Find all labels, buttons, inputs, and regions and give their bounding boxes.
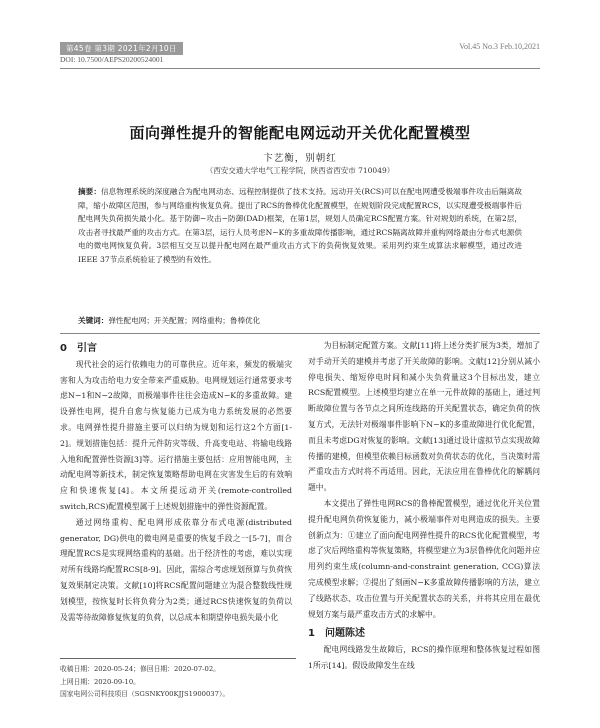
authors: 卞艺衡，别朝红 <box>263 153 337 164</box>
paragraph: 为目标制定配置方案。文献[11]将上述分类扩展为3类，增加了对手动开关的建模并考虑了开关故障的影响。文献[12]分别从减小停电损失、缩短停电时间和减小失负荷量这3个目标出发，建立RCS配置模型。上述模型均建立在单一元件故障的基础上，通过判断故障位置与各节点之间所连线路的开关配置状态，确定负荷的恢复方式，无法针对极端事件影响下N−K的多重故障进行优化配置，而且未考虑DG对恢复的影响。文献[13]通过设计虚拟节点实现故障传播的建模，但模型依赖目标函数对负荷状态的优化，当决策时需严重攻击方式时将不再适用。因此，无法应用在鲁棒优化的解耦问题中。 <box>308 341 540 493</box>
affiliation: （西安交通大学电气工程学院，陕西省西安市 710049） <box>205 166 395 175</box>
paper-title: 面向弹性提升的智能配电网远动开关优化配置模型 <box>129 124 471 142</box>
abstract-text: 信息物理系统的深度融合为配电网动态、远程控制提供了技术支持。远动开关(RCS)可以在配电网遭受极端事件攻击后隔离故障，缩小故障区范围，参与网络重构恢复负荷。提出了RCS的鲁棒优化配置模型，在规划阶段完成配置RCS，以实现遭受极端事件后配电网失负荷损失最小化。基于防御−攻击−防御(DAD)框架，在第1层，规划人员确定RCS配置方案。针对规划的系统，在第2层，攻击者寻找最严重的攻击方式。在第3层，运行人员考虑N−K的多重故障传播影响，通过RCS隔离故障并重构网络最由分布式电源供电的微电网恢复负荷。3层相互交互以提升配电网在最严重攻击方式下的负荷恢复效果。采用列约束生成算法求解模型，通过改进IEEE 37节点系统验证了模型的有效性。 <box>78 187 522 264</box>
footnote-fund: 国家电网公司科技项目（SGSNKY00KJJS1900037）。 <box>60 690 230 698</box>
abstract-label: 摘要： <box>78 187 101 196</box>
right-column <box>308 338 540 674</box>
paragraph: 本文提出了弹性电网RCS的鲁棒配置模型，通过优化开关位置提升配电网负荷恢复能力，减小极端事件对电网造成的损失。主要创新点为：①建立了面向配电网弹性提升的RCS优化配置模型，考虑了灾后网络重构等恢复策略，将模型建立为3层鲁棒优化问题并应用列约束生成(column-and-constraint generation, CCG)算法完成模型求解；②提出了刻画N−K多重故障传播影响的方法，建立了线路状态、攻击位置与开关配置状态的关系，并将其应用在最优规划方案与最严重攻击方式的求解中。 <box>308 498 540 619</box>
left-column <box>60 341 292 625</box>
keywords-label: 关键词： <box>78 316 109 325</box>
paragraph: 现代社会的运行依赖电力的可靠供应。近年来，频发的极端灾害和人为攻击给电力安全带来严重威胁。电网规划运行通常要求考虑N−1和N−2故障，而极端事件往往会造成N−K的多重故障。建设弹性电网，提升自愈与恢复能力已成为电力系统发展的必然要求。电网弹性提升措施主要可以归纳为规划和运行这2个方面[1-2]。规划措施包括：提升元件防灾等级、升高变电站、将输电线路入地和配置弹性资源[3]等。运行措施主要包括：应用智能电网，主动配电网等新技术，制定恢复策略帮助电网在灾害发生后的有效响应和快速恢复[4]。本文所提远动开关(remote-controlled switch,RCS)配置模型属于上述规划措施中的弹性资源配置。 <box>60 359 292 511</box>
keywords-text: 弹性配电网；开关配置；网络重构；鲁棒优化 <box>108 316 261 325</box>
section-0-heading: 0 引言 <box>60 343 97 354</box>
abstract-rule <box>60 333 540 334</box>
doi: DOI: 10.7500/AEPS20200524001 <box>60 55 164 64</box>
section-1-heading: 1 问题陈述 <box>308 628 365 640</box>
paragraph: 配电网线路发生故障后，RCS的操作原理和整体恢复过程如图1所示[14]。假设故障发生在线 <box>308 645 540 670</box>
journal-volume-english: Vol.45 No.3 Feb.10,2021 <box>459 42 540 51</box>
footnotes <box>60 658 296 701</box>
footnote-online: 上网日期：2020-09-10。 <box>60 677 140 686</box>
footnote-received: 收稿日期：2020-05-24；修回日期：2020-07-02。 <box>60 665 220 673</box>
keywords <box>78 315 522 327</box>
header-rule <box>60 68 540 69</box>
abstract <box>78 185 522 267</box>
paragraph: 通过网络重构、配电网形成依靠分布式电源(distributed generator, DG)供电的微电网是重要的恢复手段之一[5-7]，而合理配置RCS是实现网络重构的基础。出于经济性的考虑，难以实现对所有线路均配置RCS[8-9]。因此，需综合考虑规划预算与负荷恢复效果制定决策。文献[10]将RCS配置问题建立为混合整数线性规划模型，按恢复时长将负荷分为2类；通过RCS快速恢复的负荷以及需等待故障修复恢复的负荷，以总成本和期望停电损失最小化 <box>60 517 292 622</box>
journal-volume-tag: 第45卷 第3期 2021年2月10日 <box>60 42 183 55</box>
